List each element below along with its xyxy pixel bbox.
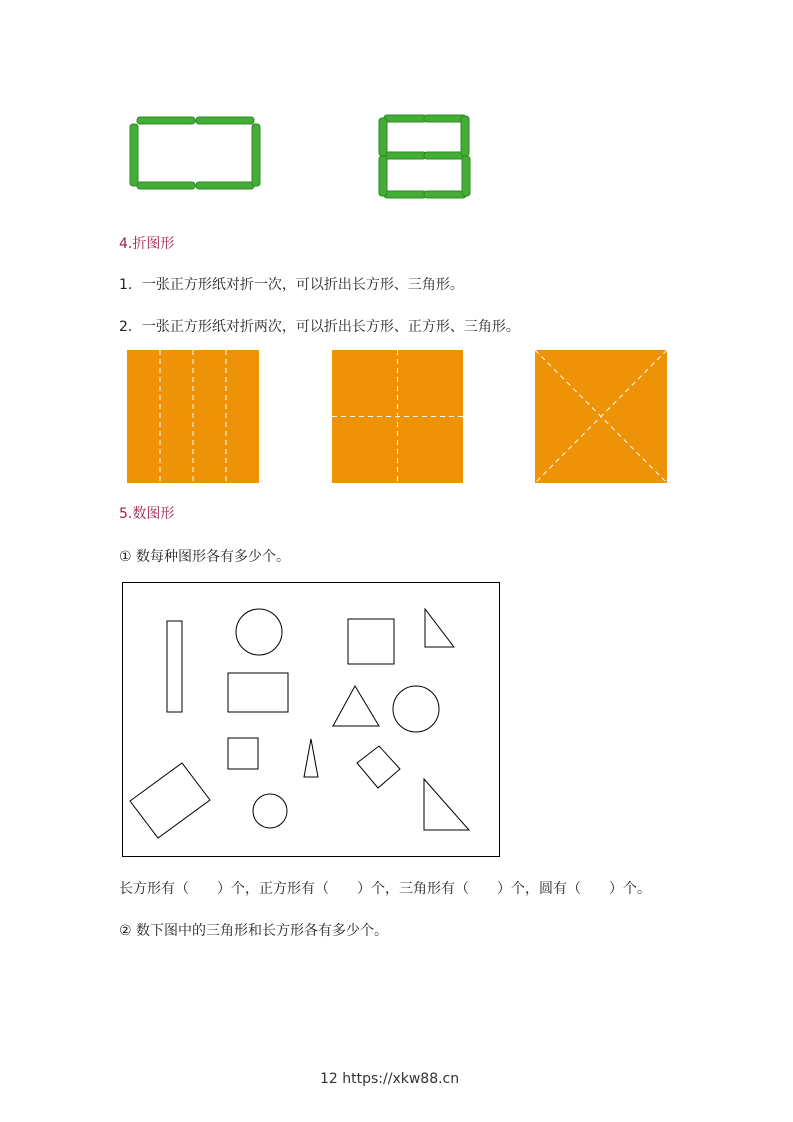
fold-twice-text: 2．一张正方形纸对折两次，可以折出长方形、正方形、三角形。 bbox=[119, 319, 520, 335]
page-footer: 12 https://xkw88.cn bbox=[320, 1071, 460, 1087]
matchstick-rectangle-figure bbox=[125, 112, 265, 196]
section-4-heading: 4.折图形 bbox=[119, 236, 175, 252]
folded-paper-quarters bbox=[332, 350, 463, 483]
question-2-text: ② 数下图中的三角形和长方形各有多少个。 bbox=[119, 923, 388, 939]
matchstick-two-squares-figure bbox=[376, 112, 474, 204]
section-5-heading: 5.数图形 bbox=[119, 506, 175, 522]
question-1-text: ① 数每种图形各有多少个。 bbox=[119, 549, 291, 565]
answer-line-text: 长方形有（ ）个，正方形有（ ）个，三角形有（ ）个，圆有（ ）个。 bbox=[119, 881, 651, 897]
folded-paper-strips bbox=[127, 350, 259, 483]
shapes-counting-box bbox=[122, 582, 500, 857]
fold-once-text: 1．一张正方形纸对折一次，可以折出长方形、三角形。 bbox=[119, 277, 464, 293]
folded-paper-diagonals bbox=[535, 350, 667, 483]
